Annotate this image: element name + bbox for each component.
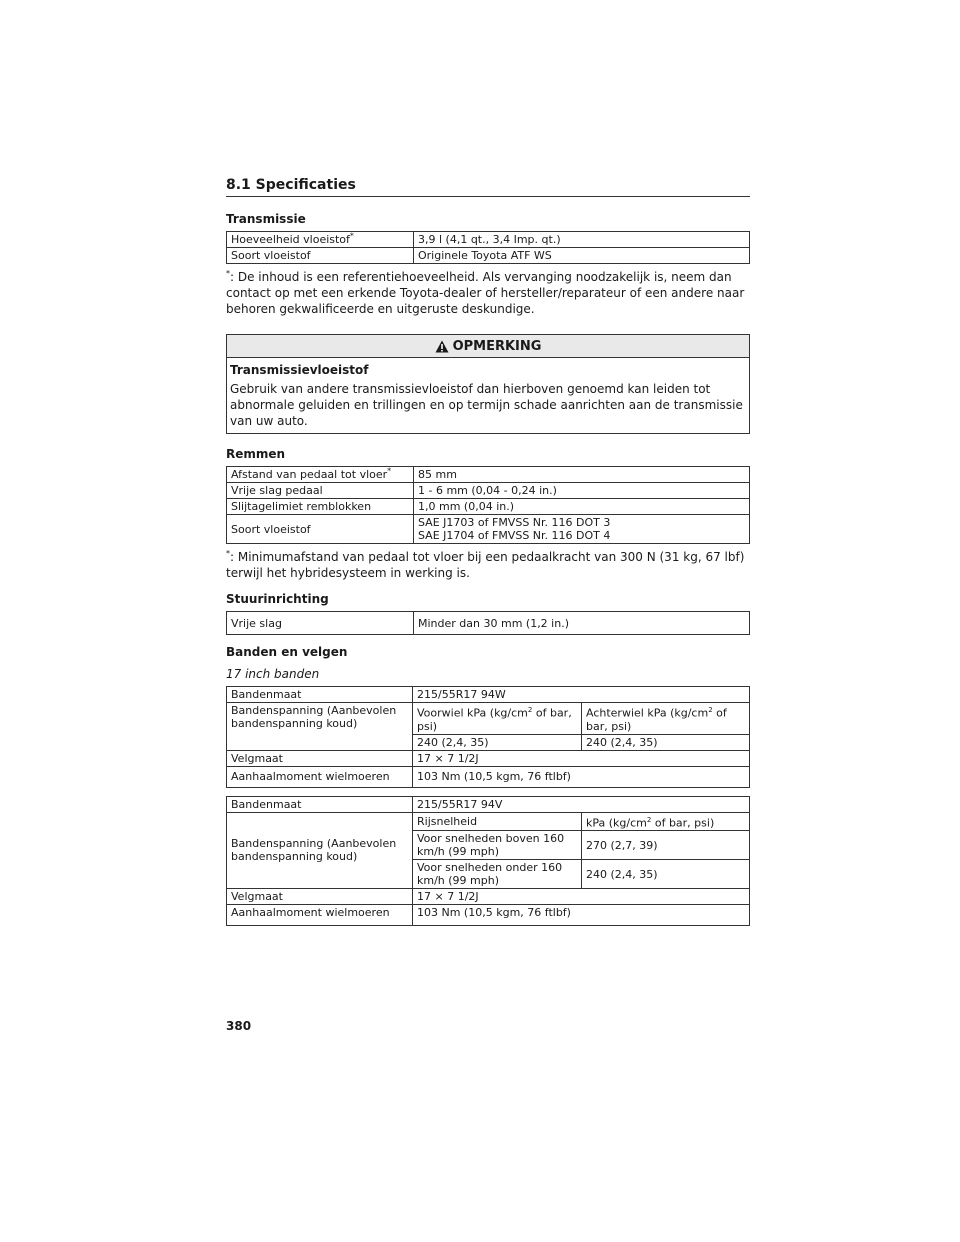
- table-cell: Vrije slag: [227, 612, 414, 635]
- table-cell: 17 × 7 1/2J: [413, 889, 750, 905]
- steering-table: [226, 611, 750, 635]
- tires-subtitle: 17 inch banden: [226, 667, 320, 681]
- table-cell: Aanhaalmoment wielmoeren: [227, 905, 413, 926]
- section-title: 8.1 Specificaties: [226, 176, 750, 197]
- table-row: [227, 515, 750, 544]
- table-row: [227, 687, 750, 703]
- table-row: [227, 499, 750, 515]
- transmission-table: [226, 231, 750, 264]
- notice-body: [227, 358, 749, 433]
- table-cell: SAE J1703 of FMVSS Nr. 116 DOT 3 SAE J1704 of FMVSS Nr. 116 DOT 4: [414, 515, 750, 544]
- table-cell: Rijsnelheid: [413, 812, 582, 831]
- table-cell: Bandenspanning (Aanbevolen bandenspanning koud): [227, 812, 413, 889]
- table-row: [227, 889, 750, 905]
- tires-table-94w: [226, 686, 750, 788]
- table-row: [227, 232, 750, 248]
- table-cell: 1,0 mm (0,04 in.): [414, 499, 750, 515]
- table-cell: Afstand van pedaal tot vloer*: [227, 467, 414, 483]
- notice-subtitle: Transmissievloeistof: [230, 363, 369, 377]
- table-cell: 85 mm: [414, 467, 750, 483]
- table-cell: Bandenspanning (Aanbevolen bandenspanning koud): [227, 703, 413, 751]
- table-cell: Minder dan 30 mm (1,2 in.): [414, 612, 750, 635]
- transmission-footnote: *: De inhoud is een referentiehoeveelheid. Als vervanging noodzakelijk is, neem dan contact op met een erkende Toyota-dealer of hersteller/reparateur of een andere naar behoren gekwalificeerde en uitgeruste deskundige.: [226, 269, 745, 316]
- notice-header: [227, 335, 749, 358]
- table-cell: 240 (2,4, 35): [582, 734, 750, 750]
- brakes-table: [226, 466, 750, 544]
- brakes-footnote: *: Minimumafstand van pedaal tot vloer bij een pedaalkracht van 300 N (31 kg, 67 lbf) terwijl het hybridesysteem in werking is.: [226, 549, 745, 580]
- page-number: 380: [226, 1019, 252, 1033]
- table-cell: 17 × 7 1/2J: [413, 750, 750, 766]
- table-cell: Originele Toyota ATF WS: [414, 248, 750, 264]
- table-cell: Bandenmaat: [227, 687, 413, 703]
- warning-triangle-icon: [435, 340, 449, 353]
- table-cell: 215/55R17 94W: [413, 687, 750, 703]
- notice-box: [226, 334, 750, 434]
- table-row: [227, 750, 750, 766]
- table-cell: Achterwiel kPa ($kg/cm^2$ of bar, psi): [582, 703, 750, 735]
- table-row: [227, 812, 750, 831]
- table-cell: 1 - 6 mm (0,04 - 0,24 in.): [414, 483, 750, 499]
- tires-title: Banden en velgen: [226, 645, 348, 659]
- table-row: [227, 796, 750, 812]
- table-row: [227, 248, 750, 264]
- table-cell: 240 (2,4, 35): [413, 734, 582, 750]
- page-content: [226, 176, 750, 926]
- table-row: [227, 766, 750, 787]
- notice-text: Gebruik van andere transmissievloeistof dan hierboven genoemd kan leiden tot abnormale geluiden en trillingen en op termijn schade aanrichten aan de transmissie van uw auto.: [230, 382, 743, 428]
- table-cell: 103 Nm (10,5 kgm, 76 ftlbf): [413, 905, 750, 926]
- table-cell: Bandenmaat: [227, 796, 413, 812]
- table-row: [227, 467, 750, 483]
- table-cell: 3,9 l (4,1 qt., 3,4 Imp. qt.): [414, 232, 750, 248]
- table-cell: Vrije slag pedaal: [227, 483, 414, 499]
- steering-title: Stuurinrichting: [226, 592, 329, 606]
- table-row: [227, 703, 750, 735]
- transmission-title: Transmissie: [226, 212, 306, 226]
- table-cell: 270 (2,7, 39): [582, 831, 750, 860]
- table-cell: Hoeveelheid vloeistof*: [227, 232, 414, 248]
- table-cell: Slijtagelimiet remblokken: [227, 499, 414, 515]
- table-cell: Voorwiel kPa ($kg/cm^2$ of bar, psi): [413, 703, 582, 735]
- table-cell: 240 (2,4, 35): [582, 860, 750, 889]
- notice-heading: OPMERKING: [452, 338, 542, 354]
- table-cell: Velgmaat: [227, 889, 413, 905]
- brakes-title: Remmen: [226, 447, 286, 461]
- table-cell: 215/55R17 94V: [413, 796, 750, 812]
- table-cell: Voor snelheden onder 160 km/h (99 mph): [413, 860, 582, 889]
- table-cell: Soort vloeistof: [227, 515, 414, 544]
- table-cell: 103 Nm (10,5 kgm, 76 ftlbf): [413, 766, 750, 787]
- table-row: [227, 612, 750, 635]
- table-row: [227, 483, 750, 499]
- table-row: [227, 905, 750, 926]
- table-cell: Voor snelheden boven 160 km/h (99 mph): [413, 831, 582, 860]
- table-cell: kPa ($kg/cm^2$ of bar, psi): [582, 812, 750, 831]
- tires-table-94v: [226, 796, 750, 927]
- table-cell: Soort vloeistof: [227, 248, 414, 264]
- table-cell: Velgmaat: [227, 750, 413, 766]
- table-cell: Aanhaalmoment wielmoeren: [227, 766, 413, 787]
